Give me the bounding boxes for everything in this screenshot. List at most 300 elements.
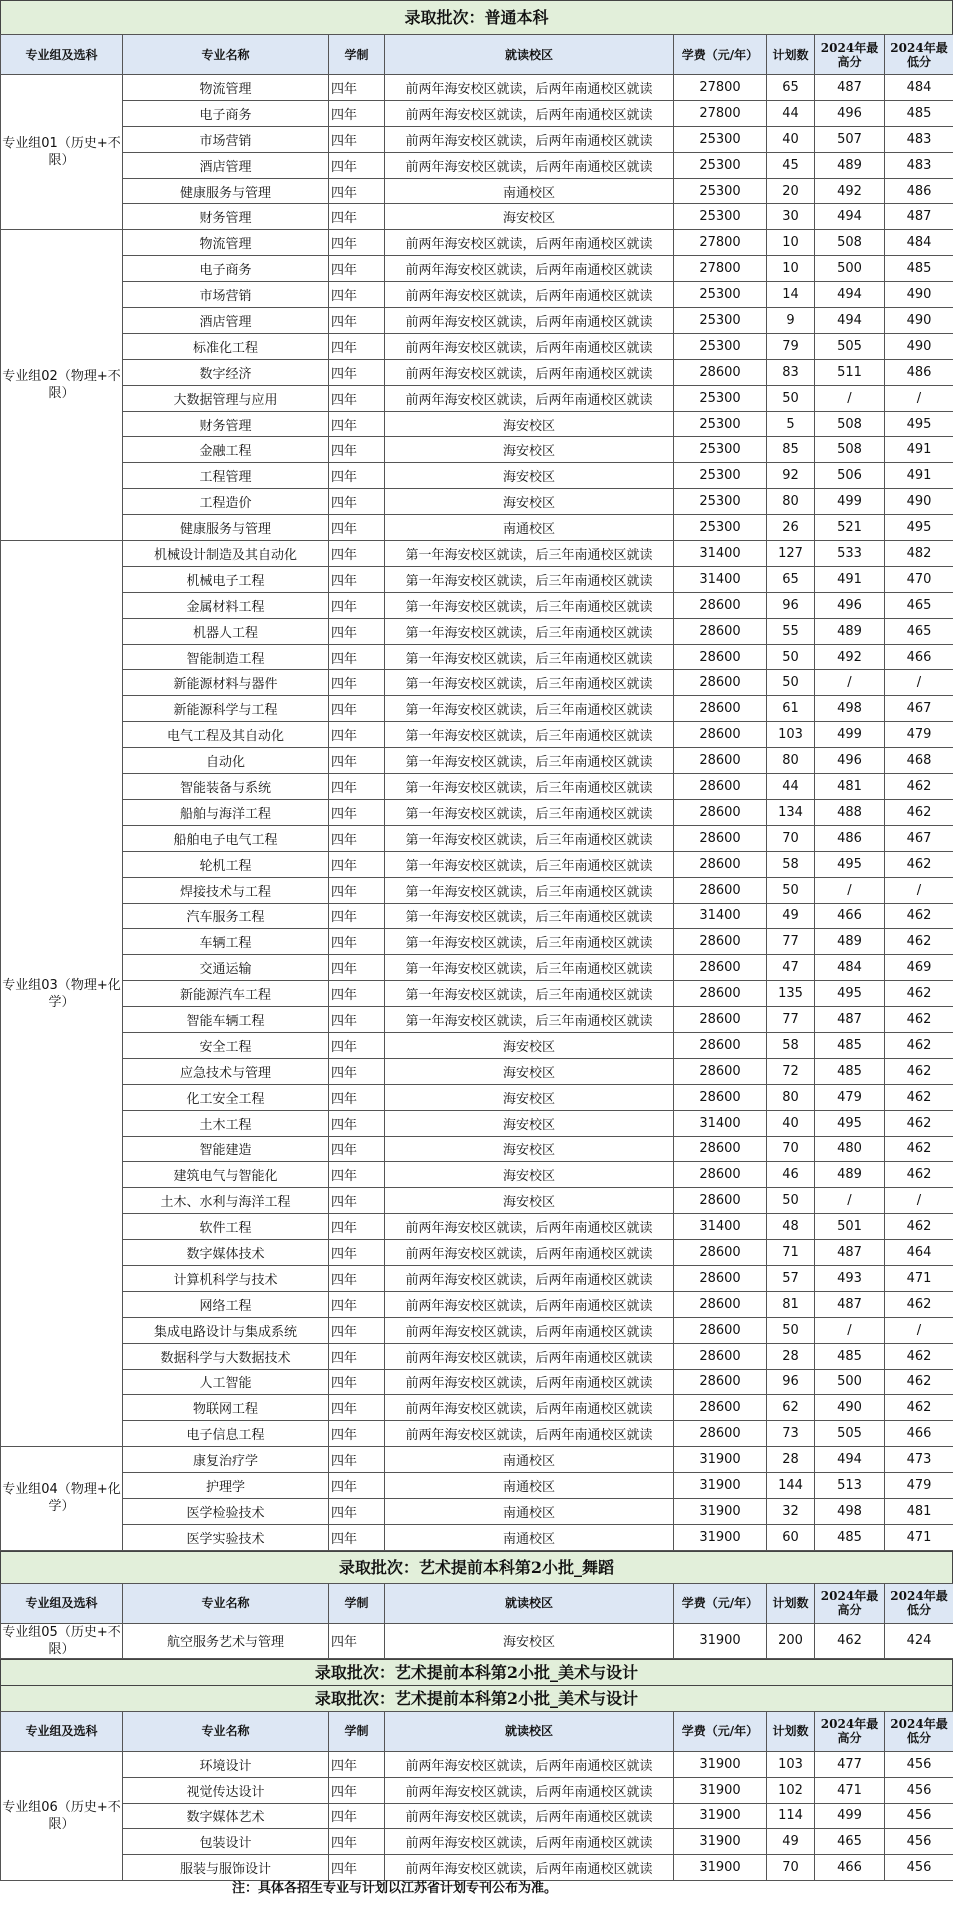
campus-cell: 第一年海安校区就读，后三年南通校区就读 xyxy=(385,618,674,644)
major-name-cell: 大数据管理与应用 xyxy=(123,385,329,411)
duration-cell: 四年 xyxy=(329,1447,385,1473)
max-score-cell: 495 xyxy=(815,981,885,1007)
campus-cell: 海安校区 xyxy=(385,437,674,463)
max-score-cell: 499 xyxy=(815,722,885,748)
min-score-cell: 462 xyxy=(885,1136,953,1162)
min-score-cell: 456 xyxy=(885,1777,953,1803)
table-row xyxy=(1,1777,953,1803)
table-row xyxy=(1,1240,953,1266)
min-score-cell: 485 xyxy=(885,256,953,282)
table-header-row xyxy=(1,35,953,75)
duration-cell: 四年 xyxy=(329,333,385,359)
plan-count-cell: 92 xyxy=(767,463,815,489)
tuition-cell: 31900 xyxy=(674,1524,767,1550)
major-name-cell: 建筑电气与智能化 xyxy=(123,1162,329,1188)
table-row xyxy=(1,774,953,800)
plan-count-cell: 50 xyxy=(767,670,815,696)
campus-cell: 前两年海安校区就读，后两年南通校区就读 xyxy=(385,282,674,308)
campus-cell: 海安校区 xyxy=(385,411,674,437)
campus-cell: 海安校区 xyxy=(385,1136,674,1162)
major-name-cell: 智能车辆工程 xyxy=(123,1007,329,1033)
tuition-cell: 27800 xyxy=(674,100,767,126)
table-row xyxy=(1,644,953,670)
max-score-cell: / xyxy=(815,877,885,903)
column-header-group: 专业组及选科 xyxy=(1,1583,123,1623)
duration-cell: 四年 xyxy=(329,1162,385,1188)
duration-cell: 四年 xyxy=(329,1623,385,1658)
duration-cell: 四年 xyxy=(329,825,385,851)
min-score-cell: 456 xyxy=(885,1829,953,1855)
tuition-cell: 28600 xyxy=(674,670,767,696)
table-row xyxy=(1,592,953,618)
campus-cell: 海安校区 xyxy=(385,1032,674,1058)
duration-cell: 四年 xyxy=(329,618,385,644)
max-score-cell: 511 xyxy=(815,359,885,385)
major-name-cell: 集成电路设计与集成系统 xyxy=(123,1317,329,1343)
max-score-cell: 485 xyxy=(815,1343,885,1369)
table-row xyxy=(1,75,953,101)
campus-cell: 前两年海安校区就读，后两年南通校区就读 xyxy=(385,1395,674,1421)
plan-count-cell: 57 xyxy=(767,1265,815,1291)
tuition-cell: 28600 xyxy=(674,722,767,748)
major-group-cell: 专业组05（历史+不限） xyxy=(2,1624,121,1657)
table-row xyxy=(1,515,953,541)
table-row xyxy=(1,877,953,903)
major-name-cell: 护理学 xyxy=(123,1473,329,1499)
campus-cell: 前两年海安校区就读，后两年南通校区就读 xyxy=(385,100,674,126)
max-score-cell: 465 xyxy=(815,1829,885,1855)
duration-cell: 四年 xyxy=(329,1188,385,1214)
tuition-cell: 31400 xyxy=(674,1110,767,1136)
tuition-cell: 27800 xyxy=(674,75,767,101)
campus-cell: 海安校区 xyxy=(385,1188,674,1214)
major-name-cell: 土木工程 xyxy=(123,1110,329,1136)
major-name-cell: 市场营销 xyxy=(123,126,329,152)
table-row xyxy=(1,411,953,437)
max-score-cell: 507 xyxy=(815,126,885,152)
min-score-cell: 462 xyxy=(885,1291,953,1317)
duration-cell: 四年 xyxy=(329,359,385,385)
major-name-cell: 物流管理 xyxy=(123,75,329,101)
max-score-cell: 533 xyxy=(815,541,885,567)
major-name-cell: 康复治疗学 xyxy=(123,1447,329,1473)
tuition-cell: 25300 xyxy=(674,489,767,515)
max-score-cell: 487 xyxy=(815,75,885,101)
campus-cell: 前两年海安校区就读，后两年南通校区就读 xyxy=(385,1855,674,1881)
campus-cell: 前两年海安校区就读，后两年南通校区就读 xyxy=(385,1829,674,1855)
column-header-campus: 就读校区 xyxy=(385,35,674,75)
max-score-cell: 494 xyxy=(815,204,885,230)
tuition-cell: 25300 xyxy=(674,463,767,489)
major-name-cell: 汽车服务工程 xyxy=(123,903,329,929)
table-row xyxy=(1,308,953,334)
major-group-cell: 专业组06（历史+不限） xyxy=(1,1751,123,1880)
major-name-cell: 新能源科学与工程 xyxy=(123,696,329,722)
tuition-cell: 28600 xyxy=(674,1421,767,1447)
plan-count-cell: 30 xyxy=(767,204,815,230)
campus-cell: 第一年海安校区就读，后三年南通校区就读 xyxy=(385,696,674,722)
tuition-cell: 31900 xyxy=(674,1623,767,1658)
table-row xyxy=(1,955,953,981)
plan-count-cell: 83 xyxy=(767,359,815,385)
min-score-cell: 468 xyxy=(885,748,953,774)
max-score-cell: 481 xyxy=(815,774,885,800)
campus-cell: 前两年海安校区就读，后两年南通校区就读 xyxy=(385,1265,674,1291)
table-row xyxy=(1,100,953,126)
duration-cell: 四年 xyxy=(329,955,385,981)
max-score-cell: 485 xyxy=(815,1524,885,1550)
tuition-cell: 25300 xyxy=(674,282,767,308)
table-row xyxy=(1,799,953,825)
table-row xyxy=(1,1369,953,1395)
min-score-cell: 466 xyxy=(885,1421,953,1447)
tuition-cell: 28600 xyxy=(674,1058,767,1084)
plan-count-cell: 47 xyxy=(767,955,815,981)
plan-count-cell: 80 xyxy=(767,489,815,515)
plan-count-cell: 28 xyxy=(767,1447,815,1473)
max-score-cell: 490 xyxy=(815,1395,885,1421)
plan-count-cell: 46 xyxy=(767,1162,815,1188)
max-score-cell: 492 xyxy=(815,644,885,670)
plan-count-cell: 77 xyxy=(767,929,815,955)
min-score-cell: 471 xyxy=(885,1524,953,1550)
max-score-cell: 505 xyxy=(815,333,885,359)
min-score-cell: 462 xyxy=(885,1214,953,1240)
min-score-cell: 462 xyxy=(885,1369,953,1395)
table-row xyxy=(1,1265,953,1291)
table-row xyxy=(1,1084,953,1110)
table-row xyxy=(1,1162,953,1188)
admission-table xyxy=(0,1711,953,1881)
campus-cell: 第一年海安校区就读，后三年南通校区就读 xyxy=(385,592,674,618)
tuition-cell: 28600 xyxy=(674,1240,767,1266)
plan-count-cell: 44 xyxy=(767,774,815,800)
campus-cell: 第一年海安校区就读，后三年南通校区就读 xyxy=(385,955,674,981)
major-name-cell: 软件工程 xyxy=(123,1214,329,1240)
campus-cell: 第一年海安校区就读，后三年南通校区就读 xyxy=(385,877,674,903)
campus-cell: 前两年海安校区就读，后两年南通校区就读 xyxy=(385,359,674,385)
max-score-cell: 491 xyxy=(815,566,885,592)
duration-cell: 四年 xyxy=(329,1032,385,1058)
duration-cell: 四年 xyxy=(329,541,385,567)
table-row xyxy=(1,1214,953,1240)
duration-cell: 四年 xyxy=(329,1058,385,1084)
duration-cell: 四年 xyxy=(329,1369,385,1395)
max-score-cell: 471 xyxy=(815,1777,885,1803)
major-name-cell: 数据科学与大数据技术 xyxy=(123,1343,329,1369)
max-score-cell: 494 xyxy=(815,308,885,334)
max-score-cell: 496 xyxy=(815,748,885,774)
tuition-cell: 31400 xyxy=(674,1214,767,1240)
table-row xyxy=(1,1421,953,1447)
column-header-group: 专业组及选科 xyxy=(1,1711,123,1751)
duration-cell: 四年 xyxy=(329,1473,385,1499)
batch-banner: 录取批次：艺术提前本科第2小批_舞蹈 xyxy=(0,1551,953,1583)
duration-cell: 四年 xyxy=(329,1214,385,1240)
major-name-cell: 医学检验技术 xyxy=(123,1498,329,1524)
tuition-cell: 28600 xyxy=(674,618,767,644)
plan-count-cell: 50 xyxy=(767,877,815,903)
column-header-years: 学制 xyxy=(329,35,385,75)
tuition-cell: 31900 xyxy=(674,1803,767,1829)
max-score-cell: 494 xyxy=(815,282,885,308)
min-score-cell: 462 xyxy=(885,981,953,1007)
plan-count-cell: 134 xyxy=(767,799,815,825)
duration-cell: 四年 xyxy=(329,1084,385,1110)
min-score-cell: / xyxy=(885,877,953,903)
batch-banner: 录取批次：艺术提前本科第2小批_美术与设计 xyxy=(0,1685,953,1711)
max-score-cell: 488 xyxy=(815,799,885,825)
max-score-cell: 485 xyxy=(815,1032,885,1058)
campus-cell: 前两年海安校区就读，后两年南通校区就读 xyxy=(385,75,674,101)
campus-cell: 海安校区 xyxy=(385,204,674,230)
duration-cell: 四年 xyxy=(329,1498,385,1524)
plan-count-cell: 62 xyxy=(767,1395,815,1421)
max-score-cell: 466 xyxy=(815,1855,885,1881)
table-row xyxy=(1,1855,953,1881)
column-header-min: 2024年最低分 xyxy=(885,1583,953,1623)
table-row xyxy=(1,1829,953,1855)
campus-cell: 第一年海安校区就读，后三年南通校区就读 xyxy=(385,774,674,800)
max-score-cell: 484 xyxy=(815,955,885,981)
plan-count-cell: 80 xyxy=(767,748,815,774)
plan-count-cell: 58 xyxy=(767,1032,815,1058)
max-score-cell: 487 xyxy=(815,1240,885,1266)
major-group-cell: 专业组02（物理+不限） xyxy=(1,230,123,541)
plan-count-cell: 45 xyxy=(767,152,815,178)
max-score-cell: 480 xyxy=(815,1136,885,1162)
min-score-cell: 471 xyxy=(885,1265,953,1291)
tuition-cell: 25300 xyxy=(674,515,767,541)
tuition-cell: 25300 xyxy=(674,152,767,178)
min-score-cell: 486 xyxy=(885,178,953,204)
tuition-cell: 28600 xyxy=(674,1265,767,1291)
tuition-cell: 31900 xyxy=(674,1447,767,1473)
plan-count-cell: 50 xyxy=(767,1317,815,1343)
tuition-cell: 25300 xyxy=(674,411,767,437)
tuition-cell: 28600 xyxy=(674,1188,767,1214)
major-name-cell: 视觉传达设计 xyxy=(123,1777,329,1803)
major-name-cell: 电子商务 xyxy=(123,100,329,126)
table-row xyxy=(1,851,953,877)
duration-cell: 四年 xyxy=(329,152,385,178)
major-name-cell: 轮机工程 xyxy=(123,851,329,877)
tuition-cell: 25300 xyxy=(674,308,767,334)
plan-count-cell: 72 xyxy=(767,1058,815,1084)
min-score-cell: 462 xyxy=(885,799,953,825)
major-name-cell: 焊接技术与工程 xyxy=(123,877,329,903)
plan-count-cell: 49 xyxy=(767,903,815,929)
min-score-cell: 424 xyxy=(885,1623,953,1658)
max-score-cell: 487 xyxy=(815,1291,885,1317)
duration-cell: 四年 xyxy=(329,1007,385,1033)
duration-cell: 四年 xyxy=(329,385,385,411)
min-score-cell: / xyxy=(885,1317,953,1343)
admission-table xyxy=(0,1583,953,1659)
tuition-cell: 28600 xyxy=(674,644,767,670)
duration-cell: 四年 xyxy=(329,308,385,334)
tuition-cell: 28600 xyxy=(674,825,767,851)
major-name-cell: 电子商务 xyxy=(123,256,329,282)
major-name-cell: 航空服务艺术与管理 xyxy=(123,1623,329,1658)
plan-count-cell: 81 xyxy=(767,1291,815,1317)
tuition-cell: 28600 xyxy=(674,1395,767,1421)
max-score-cell: / xyxy=(815,385,885,411)
duration-cell: 四年 xyxy=(329,437,385,463)
tuition-cell: 31900 xyxy=(674,1498,767,1524)
column-header-plan: 计划数 xyxy=(767,1583,815,1623)
table-row xyxy=(1,825,953,851)
plan-count-cell: 61 xyxy=(767,696,815,722)
major-name-cell: 物联网工程 xyxy=(123,1395,329,1421)
duration-cell: 四年 xyxy=(329,126,385,152)
max-score-cell: 495 xyxy=(815,1110,885,1136)
plan-count-cell: 32 xyxy=(767,1498,815,1524)
column-header-max: 2024年最高分 xyxy=(815,1711,885,1751)
duration-cell: 四年 xyxy=(329,1240,385,1266)
tuition-cell: 31400 xyxy=(674,566,767,592)
campus-cell: 海安校区 xyxy=(385,1084,674,1110)
plan-count-cell: 144 xyxy=(767,1473,815,1499)
min-score-cell: / xyxy=(885,670,953,696)
major-name-cell: 化工安全工程 xyxy=(123,1084,329,1110)
duration-cell: 四年 xyxy=(329,411,385,437)
duration-cell: 四年 xyxy=(329,489,385,515)
max-score-cell: 466 xyxy=(815,903,885,929)
major-name-cell: 自动化 xyxy=(123,748,329,774)
tuition-cell: 27800 xyxy=(674,230,767,256)
table-row xyxy=(1,282,953,308)
duration-cell: 四年 xyxy=(329,1136,385,1162)
duration-cell: 四年 xyxy=(329,799,385,825)
duration-cell: 四年 xyxy=(329,1855,385,1881)
major-name-cell: 车辆工程 xyxy=(123,929,329,955)
max-score-cell: 496 xyxy=(815,592,885,618)
min-score-cell: 456 xyxy=(885,1803,953,1829)
min-score-cell: 469 xyxy=(885,955,953,981)
max-score-cell: 496 xyxy=(815,100,885,126)
campus-cell: 前两年海安校区就读，后两年南通校区就读 xyxy=(385,256,674,282)
campus-cell: 前两年海安校区就读，后两年南通校区就读 xyxy=(385,1291,674,1317)
campus-cell: 第一年海安校区就读，后三年南通校区就读 xyxy=(385,670,674,696)
duration-cell: 四年 xyxy=(329,1829,385,1855)
table-row xyxy=(1,1058,953,1084)
tuition-cell: 25300 xyxy=(674,178,767,204)
batch-banner: 录取批次：艺术提前本科第2小批_美术与设计 xyxy=(0,1659,953,1685)
min-score-cell: 479 xyxy=(885,722,953,748)
plan-count-cell: 50 xyxy=(767,1188,815,1214)
tuition-cell: 28600 xyxy=(674,877,767,903)
plan-count-cell: 40 xyxy=(767,126,815,152)
campus-cell: 前两年海安校区就读，后两年南通校区就读 xyxy=(385,1369,674,1395)
major-name-cell: 船舶电子电气工程 xyxy=(123,825,329,851)
column-header-campus: 就读校区 xyxy=(385,1711,674,1751)
major-name-cell: 数字经济 xyxy=(123,359,329,385)
duration-cell: 四年 xyxy=(329,644,385,670)
table-row xyxy=(1,489,953,515)
min-score-cell: 495 xyxy=(885,515,953,541)
max-score-cell: 492 xyxy=(815,178,885,204)
duration-cell: 四年 xyxy=(329,1524,385,1550)
max-score-cell: 493 xyxy=(815,1265,885,1291)
table-row xyxy=(1,359,953,385)
campus-cell: 第一年海安校区就读，后三年南通校区就读 xyxy=(385,541,674,567)
campus-cell: 南通校区 xyxy=(385,1473,674,1499)
column-header-years: 学制 xyxy=(329,1711,385,1751)
plan-count-cell: 65 xyxy=(767,75,815,101)
campus-cell: 前两年海安校区就读，后两年南通校区就读 xyxy=(385,1240,674,1266)
min-score-cell: 456 xyxy=(885,1751,953,1777)
max-score-cell: 489 xyxy=(815,152,885,178)
campus-cell: 第一年海安校区就读，后三年南通校区就读 xyxy=(385,748,674,774)
table-row xyxy=(1,333,953,359)
table-row xyxy=(1,1498,953,1524)
campus-cell: 海安校区 xyxy=(385,1162,674,1188)
major-name-cell: 智能制造工程 xyxy=(123,644,329,670)
major-name-cell: 物流管理 xyxy=(123,230,329,256)
min-score-cell: / xyxy=(885,385,953,411)
campus-cell: 前两年海安校区就读，后两年南通校区就读 xyxy=(385,1803,674,1829)
table-row xyxy=(1,1032,953,1058)
major-name-cell: 土木、水利与海洋工程 xyxy=(123,1188,329,1214)
campus-cell: 前两年海安校区就读，后两年南通校区就读 xyxy=(385,126,674,152)
tuition-cell: 31900 xyxy=(674,1751,767,1777)
tuition-cell: 28600 xyxy=(674,1317,767,1343)
min-score-cell: 462 xyxy=(885,1110,953,1136)
max-score-cell: 489 xyxy=(815,929,885,955)
campus-cell: 第一年海安校区就读，后三年南通校区就读 xyxy=(385,566,674,592)
plan-count-cell: 135 xyxy=(767,981,815,1007)
min-score-cell: 484 xyxy=(885,230,953,256)
major-name-cell: 电气工程及其自动化 xyxy=(123,722,329,748)
duration-cell: 四年 xyxy=(329,903,385,929)
major-name-cell: 金属材料工程 xyxy=(123,592,329,618)
column-header-years: 学制 xyxy=(329,1583,385,1623)
tuition-cell: 31900 xyxy=(674,1829,767,1855)
plan-count-cell: 20 xyxy=(767,178,815,204)
tuition-cell: 25300 xyxy=(674,204,767,230)
campus-cell: 南通校区 xyxy=(385,1447,674,1473)
tuition-cell: 28600 xyxy=(674,929,767,955)
major-name-cell: 机器人工程 xyxy=(123,618,329,644)
tuition-cell: 28600 xyxy=(674,592,767,618)
min-score-cell: 462 xyxy=(885,1084,953,1110)
column-header-min: 2024年最低分 xyxy=(885,35,953,75)
duration-cell: 四年 xyxy=(329,1265,385,1291)
major-name-cell: 电子信息工程 xyxy=(123,1421,329,1447)
min-score-cell: 464 xyxy=(885,1240,953,1266)
campus-cell: 海安校区 xyxy=(385,463,674,489)
plan-count-cell: 73 xyxy=(767,1421,815,1447)
min-score-cell: 466 xyxy=(885,644,953,670)
max-score-cell: 498 xyxy=(815,1498,885,1524)
duration-cell: 四年 xyxy=(329,1291,385,1317)
plan-count-cell: 79 xyxy=(767,333,815,359)
major-name-cell: 包装设计 xyxy=(123,1829,329,1855)
duration-cell: 四年 xyxy=(329,178,385,204)
table-row xyxy=(1,981,953,1007)
major-name-cell: 健康服务与管理 xyxy=(123,178,329,204)
duration-cell: 四年 xyxy=(329,592,385,618)
major-name-cell: 船舶与海洋工程 xyxy=(123,799,329,825)
table-row xyxy=(1,178,953,204)
tuition-cell: 25300 xyxy=(674,437,767,463)
campus-cell: 第一年海安校区就读，后三年南通校区就读 xyxy=(385,851,674,877)
max-score-cell: 498 xyxy=(815,696,885,722)
tuition-cell: 25300 xyxy=(674,333,767,359)
plan-count-cell: 70 xyxy=(767,825,815,851)
campus-cell: 前两年海安校区就读，后两年南通校区就读 xyxy=(385,1317,674,1343)
